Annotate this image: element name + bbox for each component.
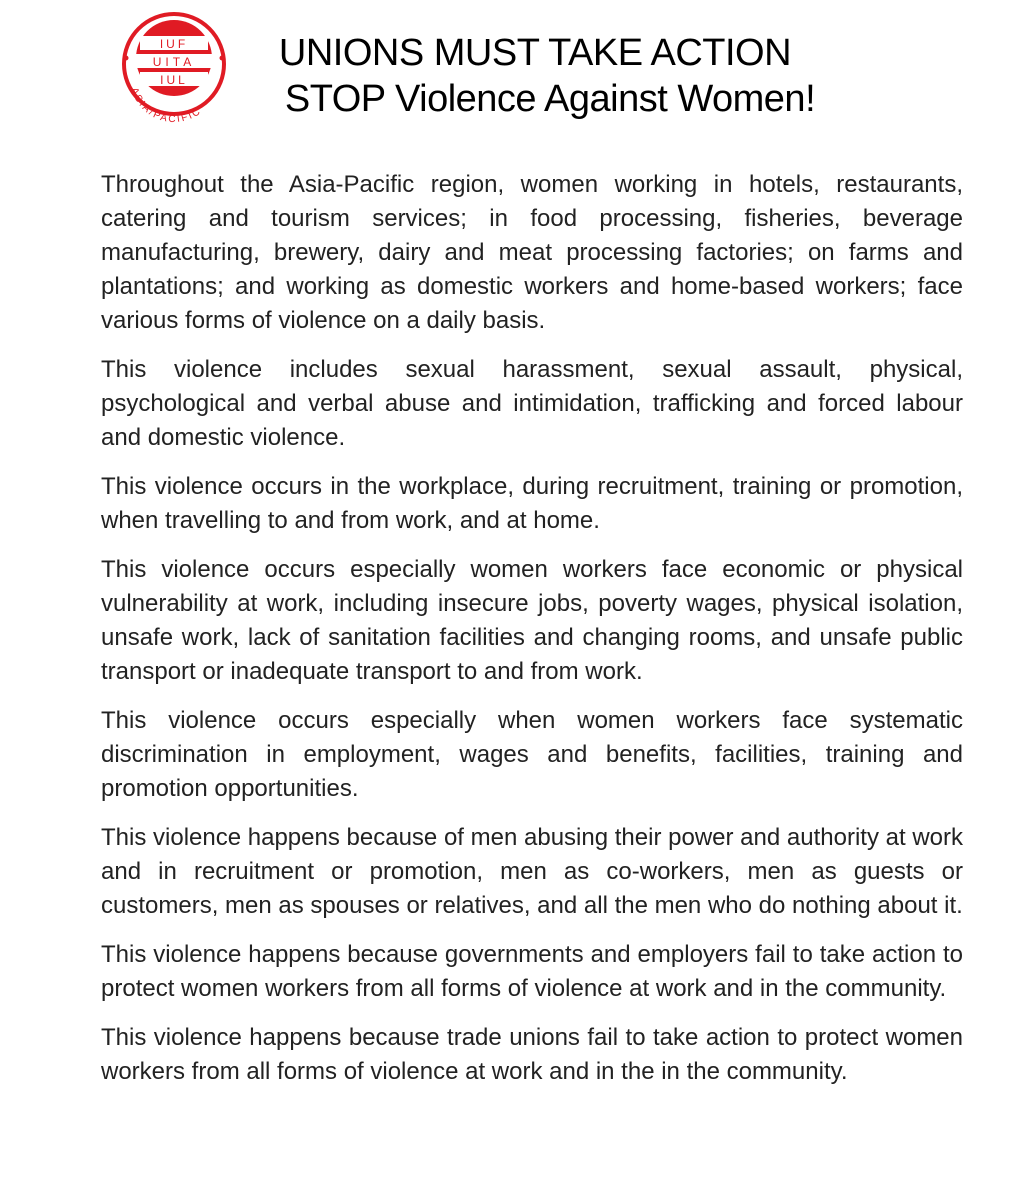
paragraph: This violence happens because of men abusing their power and authority at work and in recruitment or promotion, men as co-workers, men as guests or customers, men as spouses or relatives, and all the men who do nothing about it. <box>101 824 963 919</box>
iuf-logo-icon <box>110 8 238 136</box>
paragraph: Throughout the Asia-Pacific region, women working in hotels, restaurants, catering and tourism services; in food processing, fisheries, beverage manufacturing, brewery, dairy and meat processing factories; on farms and plantations; and working as domestic workers and home-based workers; face various forms of violence on a daily basis. <box>101 171 963 334</box>
iuf-asia-pacific-logo <box>110 8 238 136</box>
paragraph: This violence occurs in the workplace, during recruitment, training or promotion, when travelling to and from work, and at home. <box>101 473 963 534</box>
paragraph: This violence happens because governments and employers fail to take action to protect women workers from all forms of violence at work and in the community. <box>101 941 963 1002</box>
title-line-2: STOP Violence Against Women! <box>284 78 816 120</box>
paragraph: This violence occurs especially women workers face economic or physical vulnerability at work, including insecure jobs, poverty wages, physical isolation, unsafe work, lack of sanitation facilities and changing rooms, and unsafe public transport or inadequate transport to and from work. <box>101 556 963 685</box>
logo-ring-text: ASIA/PACIFIC <box>128 86 204 126</box>
paragraph: This violence happens because trade unions fail to take action to protect women workers from all forms of violence at work and in the in the community. <box>101 1024 963 1085</box>
title-line-1: UNIONS MUST TAKE ACTION <box>278 32 792 74</box>
paragraph: This violence occurs especially when women workers face systematic discrimination in employment, wages and benefits, facilities, training and promotion opportunities. <box>101 707 963 802</box>
document-body <box>101 168 963 1104</box>
page-title <box>250 30 850 122</box>
logo-line-3: IUL <box>160 73 188 87</box>
logo-line-2: UITA <box>152 55 196 69</box>
document-header <box>0 0 1029 150</box>
logo-line-1: IUF <box>159 37 189 51</box>
paragraph: This violence includes sexual harassment, sexual assault, physical, psychological and verbal abuse and intimidation, trafficking and forced labour and domestic violence. <box>101 356 963 451</box>
